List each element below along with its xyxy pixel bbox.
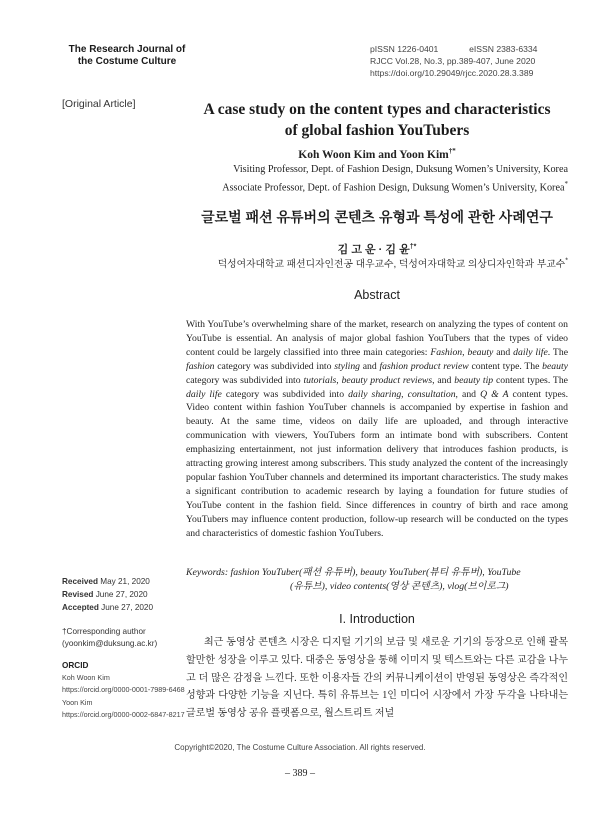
abstract-text: , and [432, 374, 455, 386]
korean-authors-text: 김 고 운 · 김 윤 [337, 244, 410, 256]
abstract-term: daily life [513, 346, 548, 358]
korean-affiliation [186, 256, 568, 270]
journal-name [62, 44, 192, 68]
keywords-line1: Keywords: fashion YouTuber(패션 유튜버), beauty YouTuber(뷰티 유튜버), YouTube [186, 567, 521, 578]
paper-title-line1: A case study on the content types and characteristics [203, 101, 551, 118]
corresponding-author-label: †Corresponding author [62, 627, 146, 636]
abstract-term: beauty product reviews [341, 374, 433, 386]
article-dates [62, 575, 187, 614]
abstract-term: fashion product review [379, 360, 469, 372]
affiliation-2-text: Associate Professor, Dept. of Fashion Design, Duksung Women’s University, Korea [222, 182, 565, 194]
abstract-body [186, 318, 568, 541]
abstract-term: styling [334, 360, 361, 372]
corresponding-author [62, 626, 187, 650]
abstract-text: , and [455, 388, 481, 400]
doi-link[interactable]: https://doi.org/10.29049/rjcc.2020.28.3.389 [370, 68, 534, 78]
citation: RJCC Vol.28, No.3, pp.389-407, June 2020 [370, 56, 536, 66]
orcid-block [62, 660, 187, 721]
affiliation-2 [186, 177, 568, 195]
article-type: [Original Article] [62, 98, 136, 110]
abstract-term: daily sharing, consultation [348, 388, 456, 400]
abstract-term: beauty [542, 360, 568, 372]
orcid-name-2: Yoon Kim [62, 697, 93, 707]
journal-name-line2: the Costume Culture [77, 56, 177, 67]
abstract-text: and [493, 346, 514, 358]
abstract-text: content type. The [468, 360, 543, 372]
revised-date: June 27, 2020 [95, 590, 148, 599]
author-names [186, 147, 568, 161]
introduction-paragraph: 최근 동영상 콘텐츠 시장은 디지털 기기의 보급 및 새로운 기기의 등장으로 인해 괄목할만한 성장을 이루고 있다. 대중은 동영상을 통해 이미지 및 텍스트와는 다른 교감을 나누고 더 많은 감정을 느낀다. 또한 이용자들 간의 커뮤니케이션이 반영된 동영상은 즉각적인 성향과 다양한 기능을 지닌다. 특히 유튜브는 1인 미디어 시장에서 가장 두각을 나타내는 글로벌 동영상 공유 플랫폼으로, 월스트리트 저널 [186, 637, 568, 720]
orcid-link-1[interactable]: https://orcid.org/0000-0001-7989-6468 [62, 685, 185, 695]
abstract-term: fashion [186, 360, 215, 372]
introduction-body [186, 634, 568, 723]
orcid-link-2[interactable]: https://orcid.org/0000-0002-6847-8217 [62, 709, 185, 719]
korean-affiliation-mark: * [565, 257, 568, 265]
accepted-date: June 27, 2020 [101, 603, 154, 612]
abstract-text: , [336, 374, 342, 386]
abstract-heading: Abstract [354, 288, 400, 302]
orcid-name-1: Koh Woon Kim [62, 673, 110, 683]
abstract-text: , [462, 346, 468, 358]
abstract-text: content types. Video content within fashion YouTuber channels is accompanied by expertise in fashion and beauty. At the same time, videos on daily life are uploaded, and through interactive communication with viewers, YouTubers form an intimate bond with subscribers. Content emphasizing entertainment, not just information delivery that introduces fashion products, is attracting growing interest among subscribers. This study analyzed the content of the increasingly popular fashion YouTuber channels and determined its important characteristics. The study makes a significant contribution to academic research by laying a foundation for future studies of YouTube content in the fashion field. Since differences in country of birth and race among YouTubers may influence content production, follow-up research will be conducted on the types and characteristics of domestic fashion YouTubers. [186, 388, 569, 539]
keywords-line2: (유튜브), video contents(영상 콘텐츠), vlog(브이로그) [290, 580, 509, 592]
abstract-term: Fashion [430, 346, 463, 358]
abstract-text: content types. The [493, 374, 568, 386]
paper-title [186, 99, 568, 141]
received-date: May 21, 2020 [100, 577, 150, 586]
orcid-label: ORCID [62, 661, 89, 670]
author-names-text: Koh Woon Kim and Yoon Kim [298, 148, 449, 161]
abstract-term: beauty tip [454, 374, 494, 386]
korean-authors [186, 241, 568, 257]
keywords [186, 566, 568, 593]
abstract-text: . The [547, 346, 568, 358]
abstract-text: and [360, 360, 380, 372]
korean-title: 글로벌 패션 유튜버의 콘텐츠 유형과 특성에 관한 사례연구 [201, 209, 553, 225]
issn-block [370, 43, 566, 79]
abstract-text: category was subdivided into [221, 388, 349, 400]
accepted-label: Accepted [62, 603, 99, 612]
affiliation-1: Visiting Professor, Dept. of Fashion Design, Duksung Women’s University, Korea [233, 164, 568, 175]
page-number: – 389 – [285, 768, 315, 779]
eissn: eISSN 2383-6334 [469, 44, 538, 54]
korean-authors-mark: †* [409, 243, 417, 251]
received-label: Received [62, 577, 98, 586]
revised-label: Revised [62, 590, 94, 599]
journal-name-line1: The Research Journal of [68, 44, 186, 55]
abstract-term: beauty [467, 346, 494, 358]
abstract-term: daily life [186, 388, 222, 400]
pissn: pISSN 1226-0401 [370, 44, 439, 54]
korean-affiliation-text: 덕성여자대학교 패션디자인전공 대우교수, 덕성여자대학교 의상디자인학과 부교수 [217, 259, 566, 270]
abstract-text: With YouTube’s overwhelming share of the market, research on analyzing the types of content on YouTube is essential. An analysis of major global fashion YouTubers that the types of video content could be largely classified into three main categories: [186, 319, 568, 358]
author-mark: †* [448, 147, 456, 155]
introduction-heading: I. Introduction [339, 612, 415, 626]
abstract-text: category was subdivided into [214, 360, 335, 372]
abstract-term: Q & A [480, 388, 509, 400]
corresponding-author-email[interactable]: (yoonkim@duksung.ac.kr) [62, 639, 158, 648]
affiliations [186, 163, 568, 195]
abstract-term: tutorials [303, 374, 337, 386]
abstract-text: category was subdivided into [186, 374, 304, 386]
affiliation-2-mark: * [564, 180, 568, 188]
copyright-notice: Copyright©2020, The Costume Culture Association. All rights reserved. [174, 743, 426, 752]
paper-title-line2: of global fashion YouTubers [284, 122, 470, 139]
